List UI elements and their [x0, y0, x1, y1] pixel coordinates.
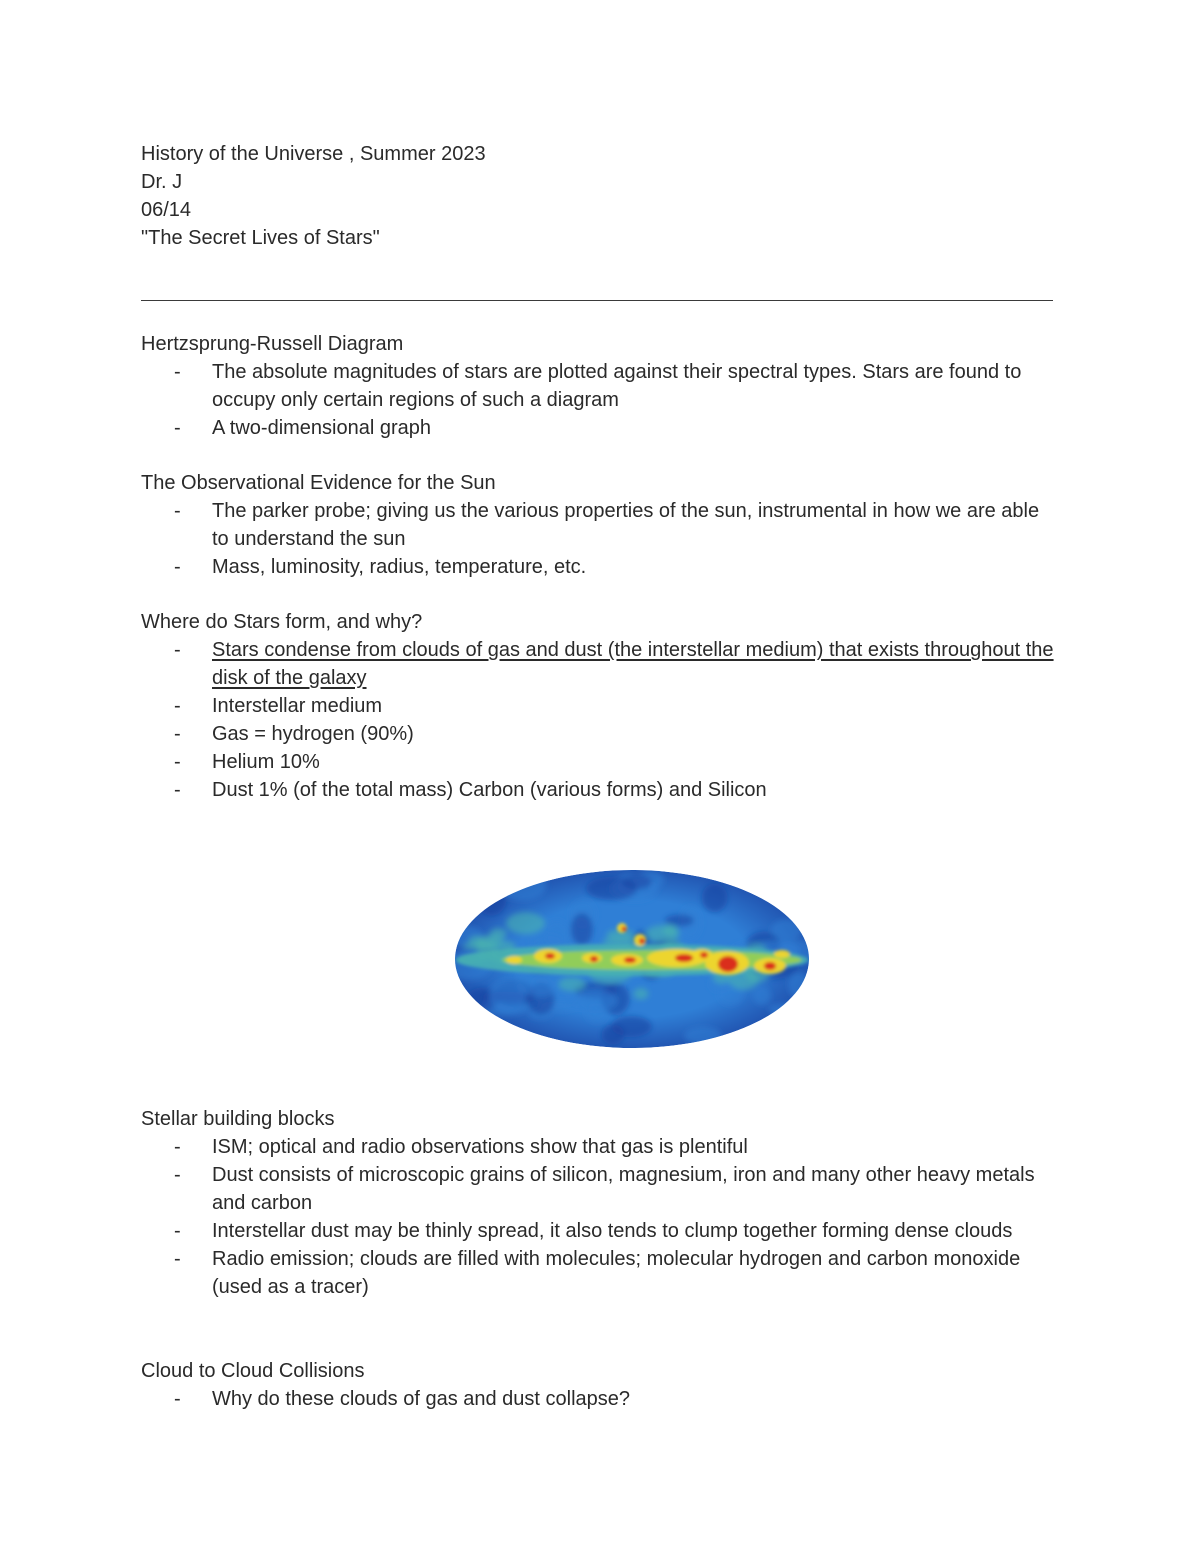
list-item: - Interstellar dust may be thinly spread, it also tends to clump together forming dense clouds	[141, 1217, 1061, 1245]
emission-peak	[590, 956, 598, 962]
texture-blob	[702, 884, 728, 912]
texture-blob	[477, 883, 507, 915]
section-title: Stellar building blocks	[141, 1108, 335, 1130]
emission-peak	[718, 956, 738, 972]
bullet-dash: -	[174, 751, 181, 773]
texture-blob	[571, 913, 593, 945]
texture-blob	[684, 1027, 722, 1045]
bullet-dash: -	[174, 417, 181, 439]
texture-blob	[545, 919, 569, 947]
emission-region	[774, 950, 790, 958]
section-hr-diagram	[141, 330, 1061, 442]
texture-blob	[768, 1003, 799, 1015]
instructor-name: Dr. J	[141, 171, 183, 193]
section-star-formation	[141, 608, 1061, 804]
list-item: - Mass, luminosity, radius, temperature, etc.	[141, 553, 1061, 581]
bullet-list	[141, 1133, 1061, 1301]
section-sun-evidence	[141, 469, 1061, 581]
list-item	[141, 636, 1061, 692]
emission-peak	[700, 952, 708, 958]
list-item: - The absolute magnitudes of stars are plotted against their spectral types. Stars are found to occupy only certain regions of such a diagram	[141, 358, 1061, 414]
section-title: The Observational Evidence for the Sun	[141, 472, 496, 494]
bullet-dash: -	[174, 1164, 181, 1186]
texture-blob	[585, 1005, 607, 1023]
emission-peak	[675, 954, 693, 962]
list-item: - Interstellar medium	[141, 692, 1061, 720]
emission-peak	[622, 927, 627, 932]
texture-blob	[753, 986, 771, 1005]
emission-peak	[764, 962, 776, 970]
bullet-list	[141, 497, 1061, 581]
list-item: - A two-dimensional graph	[141, 414, 1061, 442]
texture-blob	[768, 1016, 812, 1044]
texture-blob	[499, 870, 537, 882]
bullet-dash: -	[174, 723, 181, 745]
bullet-dash: -	[174, 556, 181, 578]
document-continued	[141, 1105, 1061, 1413]
list-item: - Helium 10%	[141, 748, 1061, 776]
texture-blob	[559, 977, 586, 991]
texture-blob	[490, 928, 507, 939]
section-building-blocks	[141, 1105, 1061, 1301]
emission-peak	[624, 957, 636, 963]
texture-blob	[665, 915, 694, 927]
underlined-text: Stars condense from clouds of gas and dust (the interstellar medium) that exists throughout the disk of the galaxy	[212, 639, 1054, 689]
list-item: - Gas = hydrogen (90%)	[141, 720, 1061, 748]
bullet-dash: -	[174, 1220, 181, 1242]
section-title: Where do Stars form, and why?	[141, 611, 423, 633]
emission-peak	[639, 938, 645, 944]
texture-blob	[506, 912, 545, 934]
bullet-dash: -	[174, 1136, 181, 1158]
section-cloud-collisions	[141, 1357, 1061, 1413]
texture-blob	[477, 871, 508, 897]
emission-peak	[545, 953, 555, 959]
bullet-dash: -	[174, 361, 181, 383]
galaxy-sky-map-icon	[452, 868, 812, 1050]
list-item: - The parker probe; giving us the various properties of the sun, instrumental in how we are able to understand the sun	[141, 497, 1061, 553]
list-item: - Dust consists of microscopic grains of silicon, magnesium, iron and many other heavy metals and carbon	[141, 1161, 1061, 1217]
horizontal-divider	[141, 278, 1061, 308]
section-title: Cloud to Cloud Collisions	[141, 1360, 365, 1382]
galaxy-sky-map	[452, 868, 812, 1050]
texture-blob	[622, 875, 652, 889]
texture-blob	[646, 925, 680, 942]
bullet-dash: -	[174, 639, 181, 661]
bullet-list	[141, 636, 1061, 804]
list-item: - Why do these clouds of gas and dust collapse?	[141, 1385, 1061, 1413]
texture-blob	[489, 980, 526, 1013]
list-item: - Radio emission; clouds are filled with molecules; molecular hydrogen and carbon monoxide (used as a tracer)	[141, 1245, 1061, 1301]
document-page	[141, 140, 1061, 804]
course-title: History of the Universe , Summer 2023	[141, 143, 486, 165]
emission-region	[506, 956, 522, 964]
bullet-dash: -	[174, 779, 181, 801]
list-item: - Dust 1% (of the total mass) Carbon (various forms) and Silicon	[141, 776, 1061, 804]
bullet-dash: -	[174, 1248, 181, 1270]
bullet-dash: -	[174, 500, 181, 522]
lecture-date: 06/14	[141, 199, 192, 221]
list-item: - ISM; optical and radio observations show that gas is plentiful	[141, 1133, 1061, 1161]
lecture-title: "The Secret Lives of Stars"	[141, 227, 380, 249]
bullet-dash: -	[174, 1388, 181, 1410]
texture-blob	[788, 972, 810, 998]
texture-blob	[611, 1016, 651, 1037]
bullet-list	[141, 358, 1061, 442]
texture-blob	[479, 879, 502, 896]
section-title: Hertzsprung-Russell Diagram	[141, 333, 404, 355]
texture-blob	[497, 868, 547, 901]
texture-blob	[634, 988, 649, 1000]
bullet-list	[141, 1385, 1061, 1413]
bullet-dash: -	[174, 695, 181, 717]
